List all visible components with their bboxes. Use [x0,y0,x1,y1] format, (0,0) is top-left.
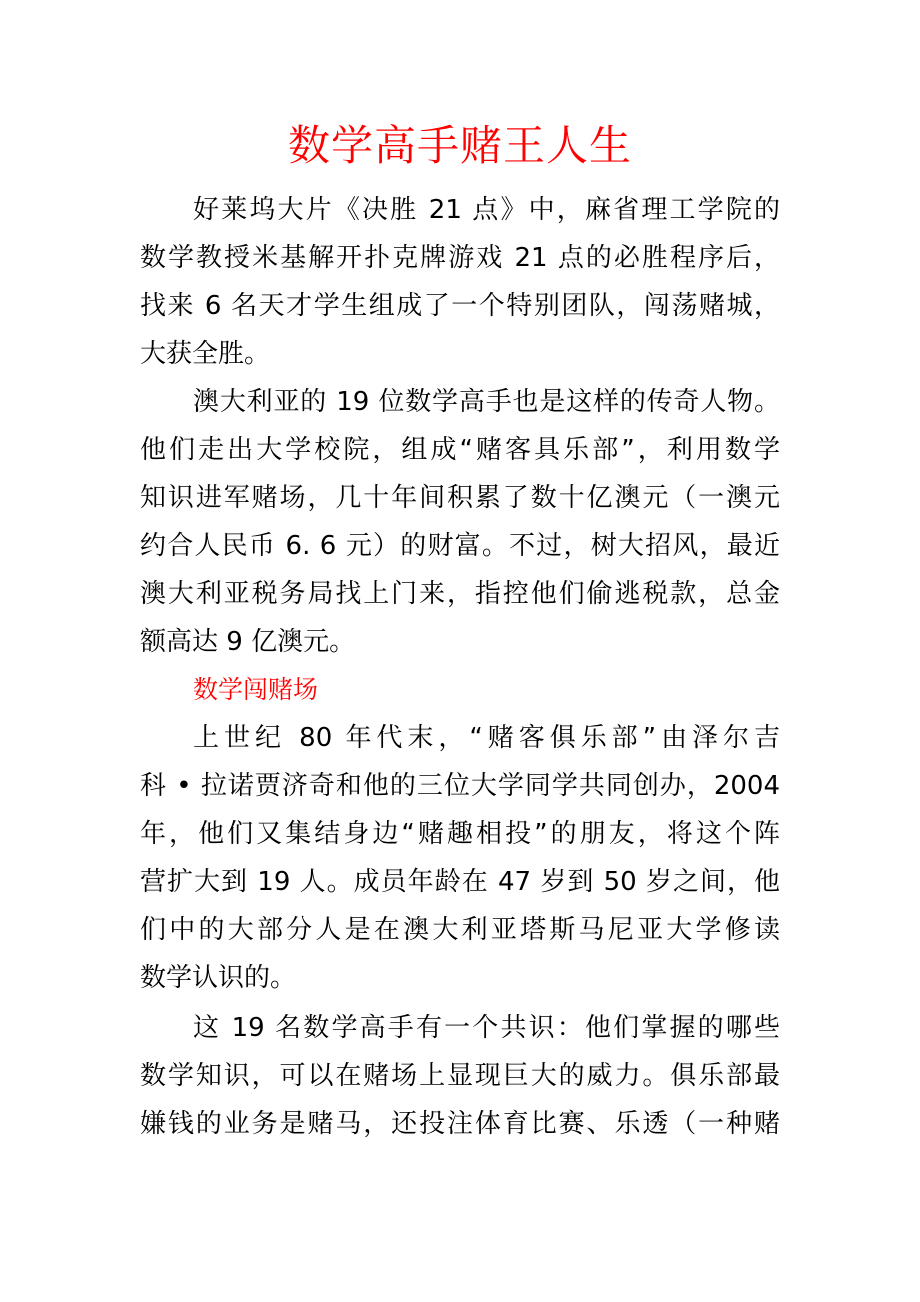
paragraph-1-line-4: 大获全胜。 [140,339,271,369]
paragraph-4-line-1: 这 19 名数学高手有一个共识：他们掌握的哪些 [193,1013,780,1043]
paragraph-3-line-6: 数学认识的。 [140,963,297,993]
paragraph-2-line-3: 知识进军赌场，几十年间积累了数十亿澳元（一澳元 [140,483,780,513]
paragraph-3-line-4: 营扩大到 19 人。成员年龄在 47 岁到 50 岁之间，他 [140,867,780,897]
paragraph-2-line-2: 他们走出大学校院，组成“赌客具乐部”，利用数学 [140,435,780,465]
paragraph-3-line-2: 科 • 拉诺贾济奇和他的三位大学同学共同创办，2004 [140,771,780,801]
paragraph-4-line-2: 数学知识，可以在赌场上显现巨大的威力。俱乐部最 [140,1061,780,1091]
paragraph-3-line-3: 年，他们又集结身边“赌趣相投”的朋友，将这个阵 [140,819,780,849]
paragraph-3-line-1: 上世纪 80 年代末，“赌客俱乐部”由泽尔吉 [193,723,780,753]
paragraph-2-line-6: 额高达 9 亿澳元。 [140,627,356,657]
document-title: 数学高手赌王人生 [287,121,632,170]
paragraph-4-line-3: 嫌钱的业务是赌马，还投注体育比赛、乐透（一种赌 [140,1109,780,1139]
paragraph-3-line-5: 们中的大部分人是在澳大利亚塔斯马尼亚大学修读 [140,915,780,945]
paragraph-2-line-1: 澳大利亚的 19 位数学高手也是这样的传奇人物。 [193,387,780,417]
paragraph-1-line-2: 数学教授米基解开扑克牌游戏 21 点的必胜程序后， [140,243,780,273]
paragraph-1-line-3: 找来 6 名天才学生组成了一个特别团队，闯荡赌城， [140,291,780,321]
paragraph-1-line-1: 好莱坞大片《决胜 21 点》中，麻省理工学院的 [193,195,780,225]
paragraph-2-line-4: 约合人民币 6. 6 元）的财富。不过，树大招风，最近 [140,531,780,561]
section-subheading: 数学闯赌场 [193,675,319,704]
paragraph-2-line-5: 澳大利亚税务局找上门来，指控他们偷逃税款，总金 [140,579,780,609]
